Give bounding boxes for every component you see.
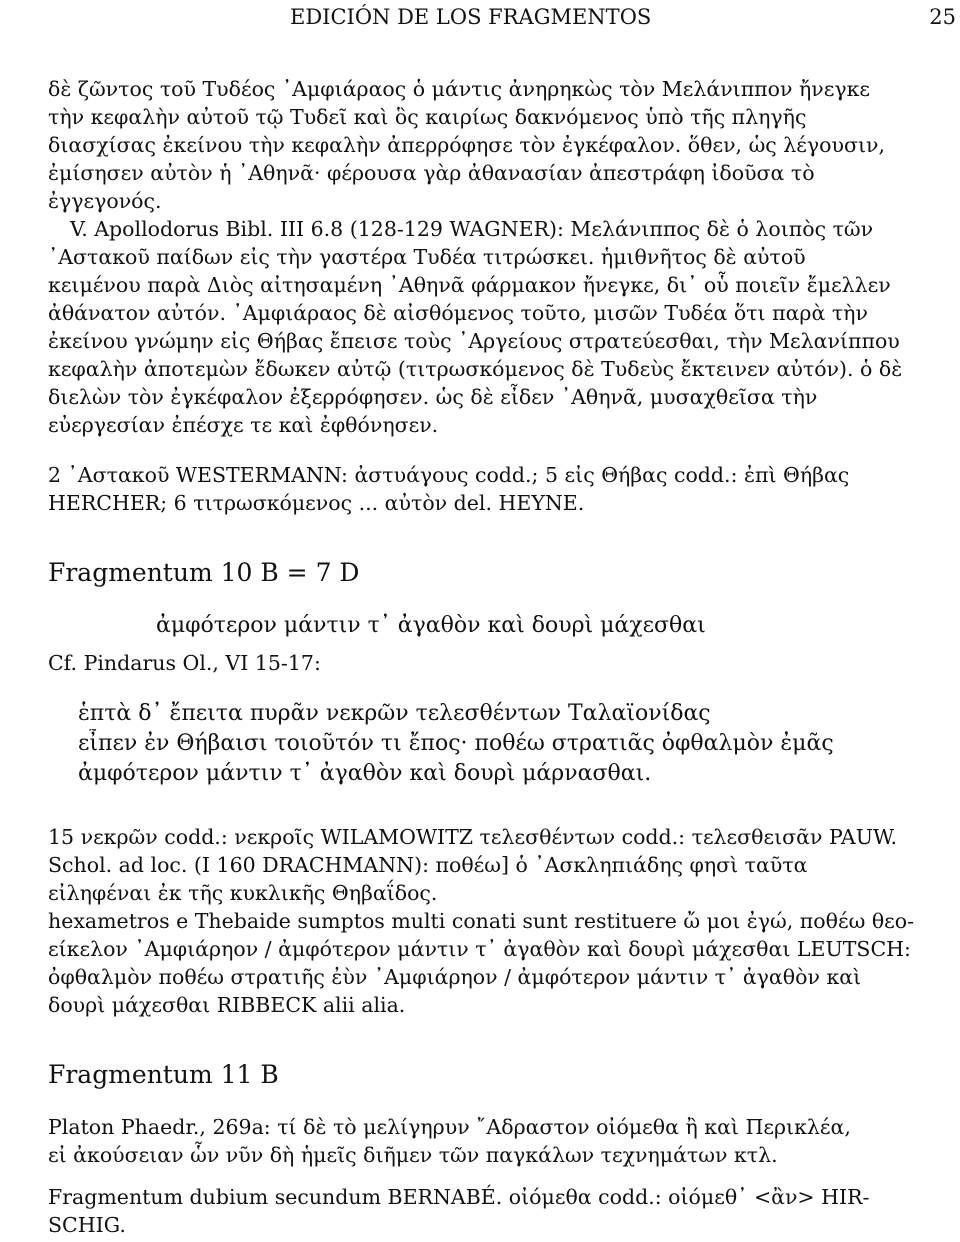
page-body <box>48 75 958 1239</box>
note-line: ὀφθαλμὸν ποθέω στρατιῆς ἐὺν ᾿Αμφιάρηον / ἀμφότερον μάντιν τ᾿ ἀγαθὸν καὶ <box>48 965 862 989</box>
text-line: ἐκείνου γνώμην εἰς Θήβας ἔπεισε τοὺς ᾿Αργείους στρατεύεσθαι, τὴν Μελανίππου <box>48 329 900 353</box>
verse-line: ἀμφότερον μάντιν τ᾿ ἀγαθὸν καὶ δουρὶ μάχεσθαι <box>156 613 706 638</box>
text-line: V. Apollodorus Bibl. III 6.8 (128-129 WAGNER): Μελάνιππος δὲ ὁ λοιπὸς τῶν <box>70 217 874 241</box>
note-line: δουρὶ μάχεσθαι RIBBECK alii alia. <box>48 993 406 1017</box>
text-line: διελὼν τὸν ἐγκέφαλον ἐξερρόφησεν. ὡς δὲ εἶδεν ᾿Αθηνᾶ, μυσαχθεῖσα τὴν <box>48 385 818 409</box>
spacer <box>48 1169 958 1183</box>
fragment-10b-notes <box>48 823 958 1019</box>
cf-line: Cf. Pindarus Ol., VI 15-17: <box>48 651 321 675</box>
apparatus-line: 2 ᾿Αστακοῦ WESTERMANN: ἀστυάγους codd.; 5 εἰς Θήβας codd.: ἐπὶ Θήβας <box>48 463 850 487</box>
fragment-11b-heading-wrap <box>48 1059 958 1091</box>
text-line: ἐγγεγονός. <box>48 189 162 213</box>
spacer <box>48 641 958 649</box>
apparatus-line: HERCHER; 6 τιτρωσκόμενος ... αὐτὸν del. HEYNE. <box>48 491 585 515</box>
fragment-10b-heading-wrap <box>48 557 958 589</box>
text-line: δὲ ζῶντος τοῦ Τυδέος ᾿Αμφιάραος ὁ μάντις ἀνηρηκὼς τὸν Μελάνιππον ἤνεγκε <box>48 77 871 101</box>
note-line: είκελον ᾿Αμφιάρηον / ἀμφότερον μάντιν τ᾿ ἀγαθὸν καὶ δουρὶ μάχεσθαι LEUTSCH: <box>48 937 911 961</box>
spacer <box>48 517 958 557</box>
main-text <box>48 75 958 439</box>
spacer <box>48 677 958 699</box>
note-line: εἰληφέναι ἐκ τῆς κυκλικῆς Θηβαΐδος. <box>48 881 438 905</box>
text-line: εἰ ἀκούσειαν ὧν νῦν δὴ ἡμεῖς διῆμεν τῶν παγκάλων τεχνημάτων κτλ. <box>48 1143 778 1167</box>
note-line: Schol. ad loc. (I 160 DRACHMANN): ποθέω] ὁ ᾿Ασκληπιάδης φησὶ ταῦτα <box>48 853 808 877</box>
note-line: 15 νεκρῶν codd.: νεκροῖς WILAMOWITZ τελεσθέντων codd.: τελεσθεισᾶν PAUW. <box>48 825 897 849</box>
text-line: Platon Phaedr., 269a: τί δὲ τὸ μελίγηρυν ῎Αδραστον οἰόμεθα ἢ καὶ Περικλέα, <box>48 1115 851 1139</box>
note-line: Fragmentum dubium secundum BERNABÉ. οἰόμεθα codd.: οἰόμεθ᾿ <ἂν> HIR- <box>48 1185 870 1209</box>
text-line: ἐμίσησεν αὐτὸν ἡ ᾿Αθηνᾶ· φέρουσα γὰρ ἀθανασίαν ἀπεστράφη ἰδοῦσα τὸ <box>48 161 815 185</box>
text-line: ἀθάνατον αὐτόν. ᾿Αμφιάραος δὲ αἰσθόμενος τοῦτο, μισῶν Τυδέα ὅτι παρὰ τὴν <box>48 301 868 325</box>
text-line: κεφαλὴν ἀποτεμὼν ἔδωκεν αὐτῷ (τιτρωσκόμενος δὲ Τυδεὺς ἔκτεινεν αὐτόν). ὁ δὲ <box>48 357 903 381</box>
spacer <box>48 589 958 611</box>
text-line: διασχίσας ἐκείνου τὴν κεφαλὴν ἀπερρόφησε τὸν ἐγκέφαλον. ὅθεν, ὡς λέγουσιν, <box>48 133 885 157</box>
text-line: τὴν κεφαλὴν αὐτοῦ τῷ Τυδεῖ καὶ ὃς καιρίως δακνόμενος ὑπὸ τῆς πληγῆς <box>48 105 807 129</box>
spacer <box>48 1091 958 1113</box>
spacer <box>48 439 958 461</box>
running-title: EDICIÓN DE LOS FRAGMENTOS <box>290 5 652 29</box>
quote-line: ἀμφότερον μάντιν τ᾿ ἀγαθὸν καὶ δουρὶ μάρνασθαι. <box>78 761 652 786</box>
note-line: SCHIG. <box>48 1213 126 1237</box>
fragment-11b-notes <box>48 1183 958 1239</box>
fragment-heading: Fragmentum 10 B = 7 D <box>48 558 360 587</box>
spacer <box>48 1019 958 1059</box>
pindar-quote <box>48 699 958 789</box>
fragment-heading: Fragmentum 11 B <box>48 1060 279 1089</box>
note-line: hexametros e Thebaide sumptos multi conati sunt restituere ὤ μοι ἐγώ, ποθέω θεο- <box>48 909 915 933</box>
quote-line: ἑπτὰ δ᾿ ἔπειτα πυρᾶν νεκρῶν τελεσθέντων Ταλαϊονίδας <box>78 701 711 726</box>
page-number: 25 <box>929 5 956 29</box>
running-header <box>50 0 960 34</box>
text-line: ᾿Αστακοῦ παίδων εἰς τὴν γαστέρα Τυδέα τιτρώσκει. ἡμιθνῆτος δὲ αὐτοῦ <box>48 245 806 269</box>
fragment-verse <box>48 611 958 641</box>
quote-line: εἶπεν ἐν Θήβαισι τοιοῦτόν τι ἔπος· ποθέω στρατιᾶς ὀφθαλμὸν ἐμᾶς <box>78 731 834 756</box>
fragment-11b-text <box>48 1113 958 1169</box>
text-line: κειμένου παρὰ Διὸς αἰτησαμένη ᾿Αθηνᾶ φάρμακον ἤνεγκε, δι᾿ οὗ ποιεῖν ἔμελλεν <box>48 273 891 297</box>
text-line: εὐεργεσίαν ἐπέσχε τε καὶ ἐφθόνησεν. <box>48 413 439 437</box>
apparatus-criticus <box>48 461 958 517</box>
spacer <box>48 789 958 823</box>
